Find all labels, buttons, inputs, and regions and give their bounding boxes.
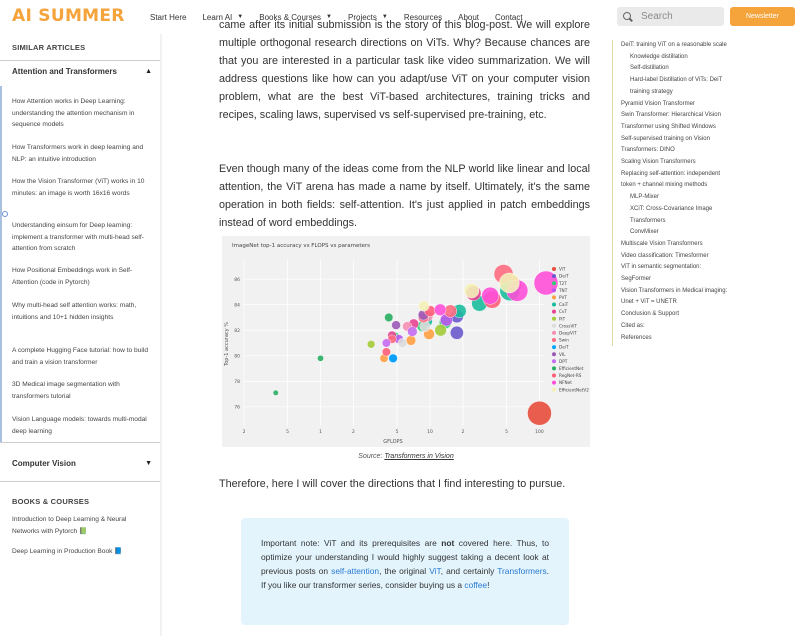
toc-item[interactable]: Self-supervised training on Vision <box>621 135 710 142</box>
legend-marker <box>552 366 556 370</box>
legend-marker <box>552 295 556 299</box>
note-text: ! <box>487 580 490 590</box>
toc-item[interactable]: MLP-Mixer <box>630 194 660 201</box>
nav-item-label: Resources <box>403 12 443 22</box>
caret-down-icon: ▼ <box>326 14 332 20</box>
legend-entry[interactable]: CrossViT <box>559 323 577 329</box>
legend-entry[interactable]: RegNet-RS <box>559 373 582 379</box>
toc-item[interactable]: ViT in semantic segmentation: <box>621 264 702 271</box>
x-tick-label: 2 <box>461 430 465 435</box>
nav-item-label: Contact <box>495 12 523 22</box>
chevron-down-icon: ▼ <box>145 460 152 467</box>
toc-item[interactable]: Transformer using Shifted Windows <box>621 123 716 130</box>
toc-item[interactable]: Cited as: <box>621 322 645 329</box>
sidebar-article-link[interactable]: How the Vision Transformer (ViT) works in 10 minutes: an image is worth 16x16 words <box>12 178 145 197</box>
nav-item-label: Learn AI <box>202 12 233 22</box>
toc-item[interactable]: Knowledge distillation <box>630 53 688 60</box>
divider <box>0 442 160 443</box>
legend-marker <box>552 303 556 307</box>
x-tick-label: 1 <box>319 430 322 435</box>
toc-item[interactable]: Multiscale Vision Transformers <box>621 240 703 247</box>
y-tick-label: 78 <box>234 380 240 386</box>
toc-item[interactable]: Pyramid Vision Transformer <box>621 100 695 107</box>
chart-title: ImageNet top-1 accuracy vs FLOPS vs parameters <box>232 243 370 249</box>
scatter-point <box>392 321 401 330</box>
scatter-point <box>482 287 499 304</box>
toc-item[interactable]: DeiT: training ViT on a reasonable scale <box>621 42 727 48</box>
legend-marker <box>552 310 556 314</box>
newsletter-button[interactable]: Newsletter <box>730 7 795 26</box>
sidebar-article-link[interactable]: How Positional Embeddings work in Self-Attention (code in Pytorch) <box>12 267 133 286</box>
toc-item[interactable]: token + channel mixing methods <box>621 182 708 189</box>
legend-marker <box>552 324 556 328</box>
toc-item[interactable]: Unet + ViT = UNETR <box>621 299 677 306</box>
scatter-point <box>389 354 398 363</box>
legend-entry[interactable]: EfficientNetV2 <box>559 387 589 393</box>
scatter-point <box>419 301 430 312</box>
scatter-point <box>407 327 417 337</box>
legend-entry[interactable]: PVT <box>559 295 567 300</box>
toc-item[interactable]: XCiT: Cross-Covariance Image <box>630 205 713 212</box>
sidebar-book-link[interactable]: Deep Learning in Production Book 📘 <box>12 548 123 555</box>
scatter-point <box>406 336 416 346</box>
search-input[interactable] <box>641 11 721 22</box>
legend-entry[interactable]: DPT <box>559 358 568 364</box>
toc-item[interactable]: Conclusion & Support <box>621 311 680 318</box>
scatter-point <box>367 340 375 348</box>
legend-entry[interactable]: DeiT <box>559 273 569 279</box>
similar-articles-heading: SIMILAR ARTICLES <box>12 43 86 52</box>
table-of-contents <box>612 40 800 346</box>
article-paragraph: Even though many of the ideas come from the NLP world like linear and local attention, the ViT arena has made a name by itself. Ultimately, it's the same operation in both fields: self-attention. It's just applied in patch embeddings instead of word embeddings. <box>219 163 590 229</box>
coffee-link[interactable]: coffee <box>464 580 488 590</box>
legend-entry[interactable]: T2T <box>559 280 567 286</box>
legend-entry[interactable]: DeepViT <box>559 330 577 336</box>
toc-item[interactable]: training strategy <box>630 88 673 95</box>
note-bold: not <box>441 538 455 548</box>
legend-entry[interactable]: CaiT <box>559 302 569 308</box>
note-text: , the original <box>379 566 430 576</box>
toc-item[interactable]: Transformers: DINO <box>621 147 675 154</box>
y-tick-label: 82 <box>234 329 240 335</box>
toc-item[interactable]: Replacing self-attention: independent <box>621 170 721 177</box>
sidebar-article-link[interactable]: How Attention works in Deep Learning: understanding the attention mechanism in sequence models <box>12 98 135 128</box>
transformers-link[interactable]: Transformers <box>497 566 547 576</box>
legend-entry[interactable]: ViT <box>559 266 566 272</box>
legend-marker <box>552 388 556 392</box>
scatter-point <box>435 324 447 336</box>
toc-item[interactable]: Transformers <box>630 217 666 224</box>
caret-down-icon: ▼ <box>237 14 244 20</box>
caret-down-icon: ▼ <box>381 14 388 20</box>
sidebar-book-link[interactable]: Introduction to Deep Learning & Neural Networks with Pytorch 📗 <box>12 516 127 535</box>
toc-item[interactable]: Video classification: Timesformer <box>621 252 709 259</box>
search-icon[interactable] <box>623 12 633 22</box>
scatter-point <box>499 273 519 293</box>
legend-entry[interactable]: EfficientNet <box>559 366 584 371</box>
divider <box>0 481 160 482</box>
legend-entry[interactable]: CvT <box>559 309 567 315</box>
site-logo[interactable]: AI SUMMER <box>12 6 125 26</box>
sidebar-article-link[interactable]: Why multi-head self attention works: math, intuitions and 10+1 hidden insights <box>12 302 137 321</box>
toc-item[interactable]: References <box>621 334 652 341</box>
nav-item-start-here[interactable] <box>150 13 186 22</box>
x-tick-label: 5 <box>286 430 290 435</box>
legend-marker <box>552 359 556 363</box>
legend-entry[interactable]: Swin <box>559 337 569 343</box>
x-axis-label: GFLOPS <box>383 439 403 445</box>
divider <box>0 60 160 61</box>
toc-item[interactable]: ConvMixer <box>630 229 659 236</box>
legend-marker <box>552 381 556 385</box>
attention-section-label: Attention and Transformers <box>12 67 117 76</box>
x-tick-label: 10 <box>427 430 433 435</box>
section-accent-bar <box>0 86 2 442</box>
toc-item[interactable]: Hard-label Distillation of ViTs: DeiT <box>630 77 723 84</box>
legend-entry[interactable]: TNT <box>559 287 568 293</box>
legend-marker <box>552 338 556 342</box>
legend-marker <box>552 317 556 321</box>
sidebar-article-link[interactable]: Understanding einsum for Deep learning: implement a transformer with multi-head self-attention from scratch <box>12 222 144 252</box>
scroll-indicator-icon <box>2 211 8 217</box>
note-text: . If you like our transformer series, consider buying us a <box>261 566 549 590</box>
legend-entry[interactable]: VIL <box>559 351 566 357</box>
self-attention-link[interactable]: self-attention <box>331 566 380 576</box>
toc-item[interactable]: Vision Transformers in Medical imaging: <box>621 287 728 294</box>
computer-vision-section-toggle[interactable] <box>12 459 152 468</box>
legend-marker <box>552 352 556 356</box>
toc-item[interactable]: Swin Transformer: Hierarchical Vision <box>621 112 721 119</box>
scatter-point <box>464 283 479 298</box>
y-tick-label: 76 <box>234 405 240 411</box>
scatter-point <box>382 348 390 356</box>
chart-figure <box>222 236 590 447</box>
legend-marker <box>552 281 556 285</box>
y-tick-label: 84 <box>234 303 240 309</box>
scatter-point <box>450 326 463 339</box>
legend-marker <box>552 274 556 278</box>
legend-entry[interactable]: PiT <box>559 316 566 322</box>
article-paragraph: Therefore, here I will cover the directions that I find interesting to pursue. <box>219 478 566 490</box>
y-tick-label: 86 <box>234 277 240 283</box>
scatter-point <box>382 339 390 347</box>
scatter-point <box>384 313 393 322</box>
sidebar-article-link[interactable]: 3D Medical image segmentation with transformers tutorial <box>12 381 120 400</box>
attention-section-toggle[interactable] <box>12 67 152 76</box>
toc-item[interactable]: SegFormer <box>621 276 652 282</box>
legend-marker <box>552 345 556 349</box>
y-tick-label: 80 <box>234 354 240 360</box>
note-text: Important note: ViT and its prerequisites are <box>261 538 442 548</box>
x-tick-label: 5 <box>395 430 399 435</box>
scatter-point <box>317 355 323 361</box>
books-courses-heading: BOOKS & COURSES <box>12 497 90 506</box>
legend-marker <box>552 374 556 378</box>
scatter-point <box>420 321 431 332</box>
legend-marker <box>552 288 556 292</box>
toc-item[interactable]: Self-distillation <box>630 65 669 72</box>
scatter-point <box>398 338 407 347</box>
x-tick-label: 100 <box>535 430 544 435</box>
nav-item-label: About <box>458 12 480 22</box>
scatter-point <box>527 401 551 425</box>
chevron-up-icon: ▲ <box>145 68 152 75</box>
sidebar-article-link[interactable]: A complete Hugging Face tutorial: how to build and train a vision transformer <box>12 347 148 366</box>
nav-item-label: Start Here <box>150 12 187 22</box>
legend-marker <box>552 267 556 271</box>
figure-caption <box>222 453 590 460</box>
legend-marker <box>552 331 556 335</box>
caption-source-link[interactable]: Transformers in Vision <box>384 453 454 460</box>
y-axis-label: Top-1 accuracy % <box>224 322 230 366</box>
x-tick-label: 2 <box>352 430 355 435</box>
nav-item-label: Projects <box>348 12 377 22</box>
important-note-box <box>241 518 569 625</box>
similar-articles-sidebar <box>0 34 162 636</box>
scatter-chart <box>222 236 590 447</box>
computer-vision-section-label: Computer Vision <box>12 459 76 468</box>
x-tick-label: 5 <box>505 430 508 435</box>
caption-prefix: Source: <box>358 453 383 460</box>
legend-entry[interactable]: DeiT <box>559 344 569 350</box>
toc-item[interactable]: Scaling Vision Transformers <box>621 159 696 165</box>
nav-item-label: Books & Courses <box>259 12 322 22</box>
sidebar-article-link[interactable]: Vision Language models: towards multi-modal deep learning <box>12 416 147 435</box>
note-text: , and certainly <box>440 566 498 576</box>
vit-link[interactable]: ViT <box>429 566 441 576</box>
sidebar-article-link[interactable]: How Transformers work in deep learning and NLP: an intuitive introduction <box>12 144 144 163</box>
scatter-point <box>434 304 446 316</box>
article-paragraph: came after its initial submission is the story of this blog-post. We will explore multiple orthogonal research directions on ViTs. Why? Because chances are that you are interested in a particular task like video summarization. We will address questions like how can you adapt/use ViT on your computer vision problem, what are the best ViT-based architectures, training tricks and recipes, scaling laws, supervised vs self-supervised pre-training, etc. <box>219 19 590 121</box>
x-tick-label: 2 <box>242 430 246 435</box>
search-box[interactable] <box>617 7 724 26</box>
legend-entry[interactable]: NFNet <box>559 380 572 386</box>
scatter-point <box>273 390 278 395</box>
note-text: covered here. Thus, to optimize your understanding I would highly suggest taking a decent look at previous posts on <box>261 538 549 576</box>
